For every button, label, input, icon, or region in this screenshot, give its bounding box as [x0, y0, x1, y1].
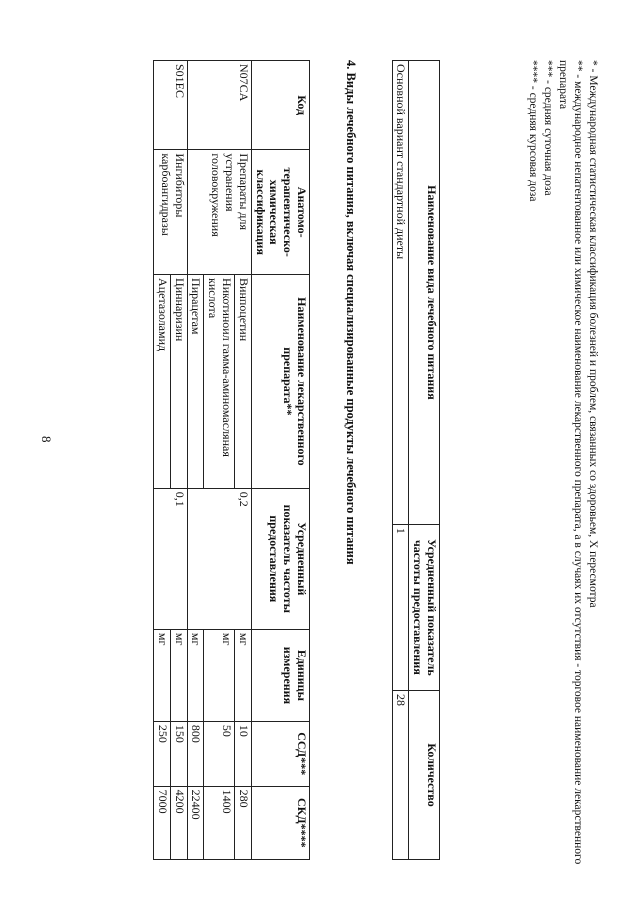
cell-code: N07CA [187, 61, 251, 150]
cell-skd: 4200 [170, 786, 187, 859]
header-ssd: ССД*** [251, 721, 309, 786]
footnote: **** - средняя курсовая доза [527, 60, 540, 202]
cell-units: мг [204, 629, 235, 721]
cell-ssd: 10 [235, 721, 252, 786]
header-frequency: Усредненный показатель частоты предоставления [251, 488, 309, 629]
cell-units: мг [170, 629, 187, 721]
cell-quantity: 28 [392, 690, 409, 859]
section-title: 4. Виды лечебного питания, включая специализированные продукты лечебного питания [344, 60, 358, 565]
cell-frequency: 0,1 [154, 488, 188, 629]
cell-skd: 22400 [187, 786, 204, 859]
table-header-row [409, 61, 440, 860]
page-number: 8 [39, 436, 54, 443]
cell-drug-name: Циннаризин [170, 275, 187, 489]
cell-ssd: 800 [187, 721, 204, 786]
cell-units: мг [187, 629, 204, 721]
cell-units: мг [235, 629, 252, 721]
header-frequency: Усредненный показатель частоты предоставления [409, 524, 440, 690]
cell-drug-name: Винпоцетин [235, 275, 252, 489]
cell-ssd: 50 [204, 721, 235, 786]
header-atc: Анатомо-терапевтическо-химическая классификация [251, 150, 309, 275]
table-row [170, 61, 187, 860]
table-row [235, 61, 252, 860]
cell-ssd: 250 [154, 721, 171, 786]
cell-ssd: 150 [170, 721, 187, 786]
cell-units: мг [154, 629, 171, 721]
cell-atc: Препараты для устранения головокружения [187, 150, 251, 275]
cell-frequency: 1 [392, 524, 409, 690]
table-row [392, 61, 409, 860]
table-header-row [251, 61, 309, 860]
cell-drug-name: Ацетазоламид [154, 275, 171, 489]
cell-atc: Ингибиторы карбоангидразы [154, 150, 188, 275]
cell-code: S01EC [154, 61, 188, 150]
cell-drug-name: Никотиноил гамма-аминомасляная кислота [204, 275, 235, 489]
footnote: ** - международное непатентованное или химическое наименование лекарственного препарата, а в случаях их отсутствия - торговое наименование лекарственного препарата [557, 60, 585, 865]
header-quantity: Количество [409, 690, 440, 859]
cell-nutrition-type: Основной вариант стандартной диеты [392, 61, 409, 525]
header-skd: СКД**** [251, 786, 309, 859]
footnotes [525, 60, 600, 880]
cell-skd: 280 [235, 786, 252, 859]
cell-drug-name: Пирацетам [187, 275, 204, 489]
cell-frequency: 0,2 [187, 488, 251, 629]
cell-skd: 7000 [154, 786, 171, 859]
header-units: Единицы измерения [251, 629, 309, 721]
footnote: * - Международная статистическая классификация болезней и проблем, связанных со здоровьем, X пересмотра [587, 60, 599, 608]
nutrition-table [392, 60, 440, 860]
footnote: *** - средняя суточная доза [542, 60, 555, 196]
cell-skd: 1400 [204, 786, 235, 859]
header-drug-name: Наименование лекарственного препарата** [251, 275, 309, 489]
header-code: Код [251, 61, 309, 150]
header-nutrition-type: Наименование вида лечебного питания [409, 61, 440, 525]
drug-table [153, 60, 310, 860]
